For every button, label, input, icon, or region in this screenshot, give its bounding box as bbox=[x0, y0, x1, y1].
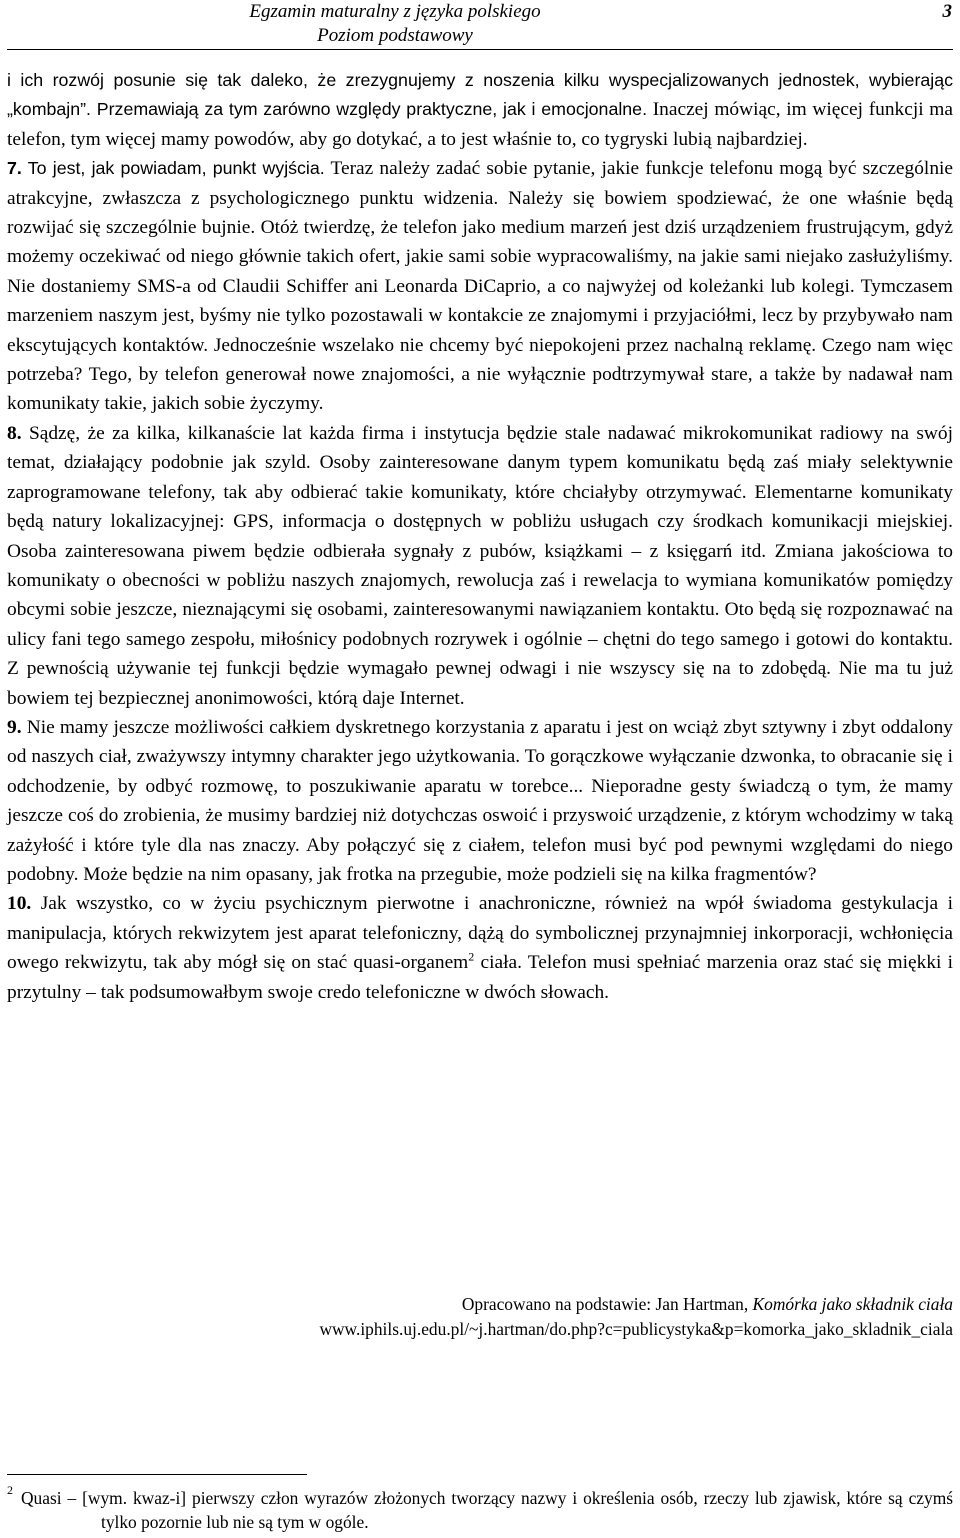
footnote-mark: 2 bbox=[7, 1483, 13, 1497]
source-url[interactable]: www.iphils.uj.edu.pl/~j.hartman/do.php?c=publicystyka&p=komorka_jako_skladnik_ciala bbox=[319, 1319, 953, 1339]
footnote-reference[interactable]: 2 bbox=[468, 949, 475, 964]
exam-title bbox=[225, 0, 565, 48]
paragraph-7-number: 7. bbox=[7, 158, 22, 179]
paragraph-8-text: Sądzę, że za kilka, kilkanaście lat każda firma i instytucja będzie stale nadawać mikrokomunikat radiowy na swój temat, działający podobnie jak szyld. Osoby zainteresowane danym typem komunikatu będą zaś miały selektywnie zaprogramowane telefony, tak aby odbierać takie komunikaty, które chciałyby otrzymywać. Elementarne komunikaty będą natury lokalizacyjnej: GPS, informacja o dostępnych w pobliżu usługach czy środkach komunikacji miejskiej. Osoba zainteresowana piwem będzie odbierała sygnały z pubów, książkami – z księgarń itd. Zmiana jakościowa to komunikaty o obecności w pobliżu naszych znajomych, rewolucja zaś i rewelacja to wymiana komunikatów pomiędzy obcymi sobie jeszcze, nieznającymi się osobami, zainteresowanymi nawiązaniem kontaktu. Oto będą się rozpoznawać na ulicy fani tego samego zespołu, miłośnicy podobnych rozrywek i ogólnie – chętni do tego samego i gotowi do kontaktu. Z pewnością używanie tej funkcji będzie wymagało pewnej odwagi i nie wszyscy się na to zdobędą. Nie ma tu już bowiem tej bezpiecznej anonimowości, którą daje Internet. bbox=[7, 422, 953, 709]
source-prefix: Opracowano na podstawie: Jan Hartman, bbox=[461, 1294, 753, 1314]
footnote-divider bbox=[7, 1474, 307, 1475]
paragraph-10-text-a: Jak wszystko, co w życiu psychicznym pierwotne i anachroniczne, również na wpół świadoma gestykulacja i manipulacja, których rekwizytem jest aparat telefoniczny, dążą do symbolicznej przynajmniej inkorporacji, wchłonięcia owego rekwizytu, tak aby mógł się on stać quasi-organem bbox=[7, 893, 953, 974]
paragraph-6-serif-text: Inaczej mówiąc, im więcej funkcji ma telefon, tym więcej mamy powodów, aby go dotykać, a to jest właśnie to, co tygryski lubią najbardziej. bbox=[7, 99, 953, 150]
paragraph-7-sans-text: To jest, jak powiadam, punkt wyjścia. bbox=[21, 158, 325, 179]
source-title: Komórka jako składnik ciała bbox=[752, 1294, 953, 1314]
paragraph-7-text: Teraz należy zadać sobie pytanie, jakie funkcje telefonu mogą być szczególnie atrakcyjne, zwłaszcza z psychologicznego punktu widzenia. Należy się bowiem spodziewać, że one właśnie będą rozwijać się szczególnie bujnie. Otóż twierdzę, że telefon jako medium marzeń jest dziś urządzeniem frustrującym, gdyż możemy oczekiwać od niego głównie takich ofert, jakie sami sobie wypracowaliśmy, na jakie sami niejako zasłużyliśmy. Nie dostaniemy SMS-a od Claudii Schiffer ani Leonarda DiCaprio, a co najwyżej od koleżanki lub kolegi. Tymczasem marzeniem naszym jest, byśmy nie tylko pozostawali w kontakcie ze znajomymi i przyjaciółmi, lecz by przybywało nam ekscytujących kontaktów. Jednocześnie wszelako nie chcemy być niepokojeni przez nachalną reklamę. Czego nam więc potrzeba? Tego, by telefon generował nowe znajomości, a nie wyłącznie podtrzymywał stare, a także by nadawał nam komunikaty takie, jakich sobie życzymy. bbox=[7, 158, 954, 415]
source-citation bbox=[319, 1292, 953, 1342]
exam-title-line1: Egzamin maturalny z języka polskiego bbox=[249, 1, 541, 22]
paragraph-8 bbox=[7, 419, 953, 713]
header-divider bbox=[7, 49, 953, 50]
article-body bbox=[7, 66, 953, 1007]
paragraph-10-number: 10. bbox=[7, 893, 32, 915]
paragraph-9-text: Nie mamy jeszcze możliwości całkiem dyskretnego korzystania z aparatu i jest on wciąż zbyt sztywny i zbyt oddalony od naszych ciał, zważywszy intymny charakter jego użytkowania. To gorączkowe wyłączanie dzwonka, to obracanie się i odchodzenie, by odbyć rozmowę, to poszukiwanie aparatu w torebce... Nieporadne gesty świadczą o tym, że mamy jeszcze coś do zrobienia, że musimy bardziej niż dotychczas oswoić i przyswoić urządzenie, z którym wchodzimy w taką zażyłość i które tyle dla nas znaczy. Aby połączyć się z ciałem, telefon musi być pod pewnymi względami do niego podobny. Może będzie na nim opasany, jak frotka na przegubie, może podzieli się na kilka fragmentów? bbox=[7, 716, 953, 885]
exam-level: Poziom podstawowy bbox=[317, 25, 473, 46]
page-header bbox=[0, 0, 960, 50]
paragraph-9-number: 9. bbox=[7, 716, 22, 738]
page-number: 3 bbox=[942, 1, 952, 22]
footnote bbox=[7, 1483, 953, 1534]
paragraph-7 bbox=[7, 154, 953, 419]
source-line bbox=[319, 1292, 953, 1317]
footnote-text: Quasi – [wym. kwaz-i] pierwszy człon wyrazów złożonych tworzący nazwy i określenia osób, rzeczy lub zjawisk, które są czymś tylko pozornie lub nie są tym w ogóle. bbox=[21, 1488, 953, 1532]
paragraph-6-sans-text: i ich rozwój posunie się tak daleko, że zrezygnujemy z noszenia kilku wyspecjalizowanych jednostek, wybierając „kombajn”. Przemawiają za tym zarówno względy praktyczne, jak i emocjonalne. bbox=[7, 70, 953, 120]
paragraph-8-number: 8. bbox=[7, 422, 22, 444]
paragraph-6-continuation bbox=[7, 66, 953, 154]
paragraph-9 bbox=[7, 713, 953, 889]
paragraph-10-text-b: ciała. Telefon musi spełniać marzenia oraz stać się miękki i przytulny – tak podsumowałbym swoje credo telefoniczne w dwóch słowach. bbox=[7, 952, 954, 1003]
paragraph-10 bbox=[7, 889, 953, 1007]
